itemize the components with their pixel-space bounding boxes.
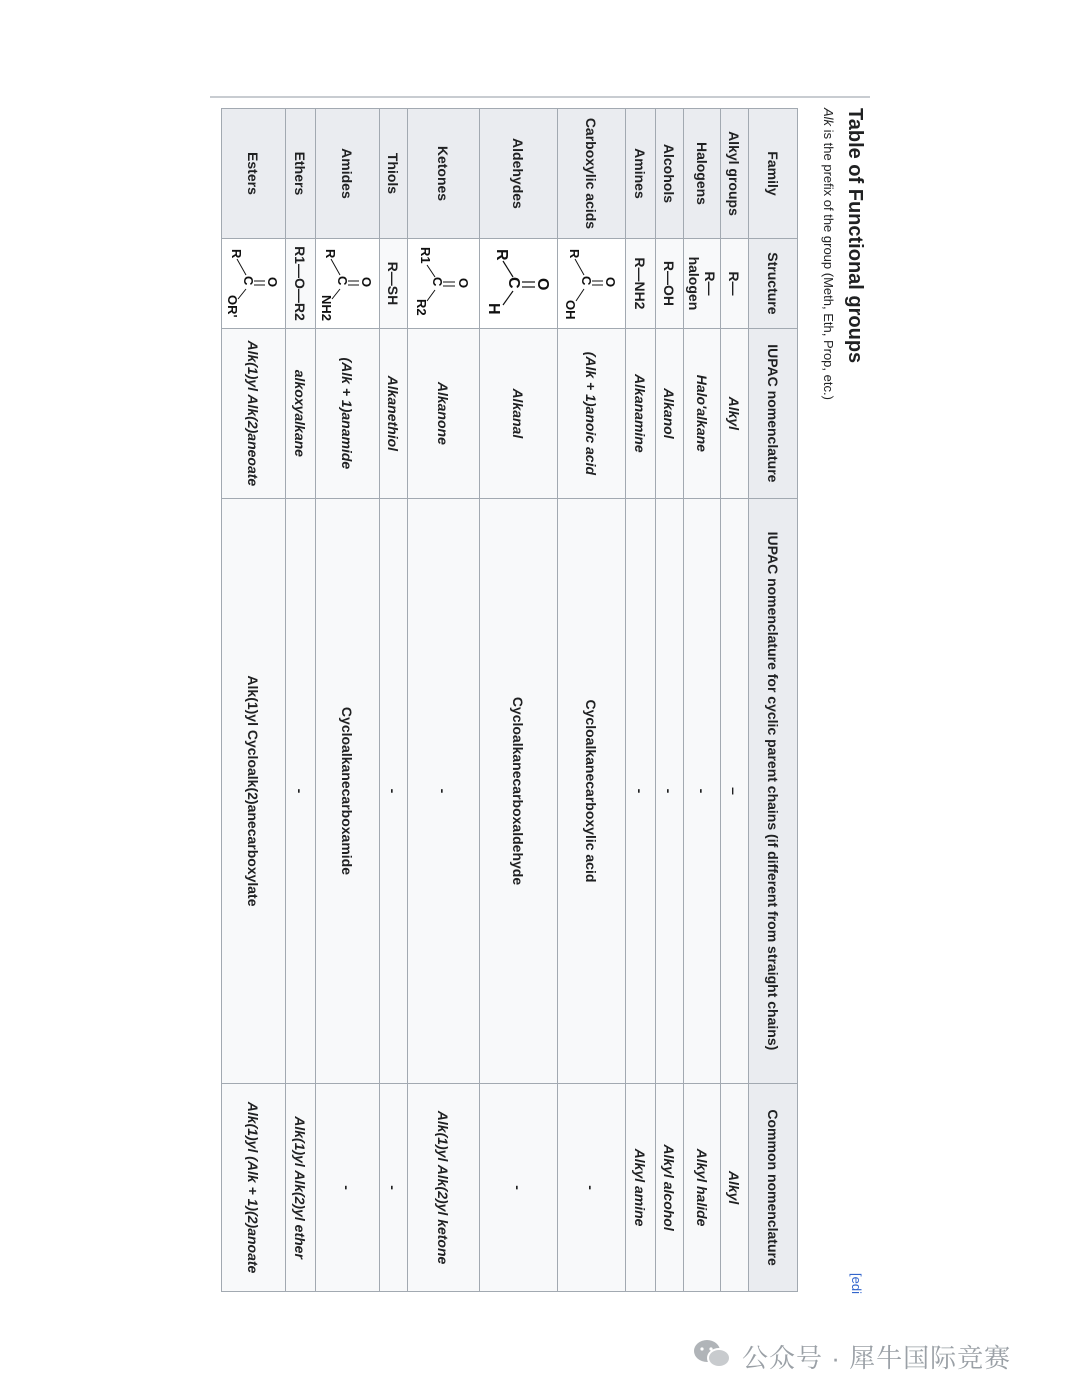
iupac-cell: Alkanamine bbox=[626, 328, 656, 498]
svg-text:O: O bbox=[456, 278, 472, 289]
cyclic-cell: Cycloalkanecarboxamide bbox=[316, 498, 380, 1083]
structure-cell: R—NH2 bbox=[626, 238, 656, 328]
iupac-cell: Alk(1)yl Alk(2)aneoate bbox=[222, 328, 286, 498]
table-row bbox=[286, 109, 316, 1292]
ketone-structure-image bbox=[412, 245, 476, 321]
cyclic-cell: - bbox=[408, 498, 480, 1083]
edit-link[interactable]: [edi bbox=[849, 1273, 864, 1294]
table-row bbox=[222, 109, 286, 1292]
iupac-cell: alkoxyalkane bbox=[286, 328, 316, 498]
family-cell: Alkyl groups bbox=[721, 109, 749, 239]
ester-structure-image bbox=[225, 245, 283, 321]
cyclic-cell: Alk(1)yl Cycloalk(2)anecarboxylate bbox=[222, 498, 286, 1083]
table-row bbox=[408, 109, 480, 1292]
cyclic-cell: - bbox=[656, 498, 684, 1083]
cyclic-cell: Cycloalkanecarboxylic acid bbox=[558, 498, 626, 1083]
structure-cell bbox=[558, 238, 626, 328]
cyclic-cell: – bbox=[721, 498, 749, 1083]
cyclic-cell: Cycloalkanecarboxaldehyde bbox=[480, 498, 558, 1083]
table-row bbox=[380, 109, 408, 1292]
functional-groups-table bbox=[221, 108, 798, 1292]
iupac-cell: (Alk + 1)anamide bbox=[316, 328, 380, 498]
svg-text:O: O bbox=[603, 277, 619, 288]
table-row bbox=[721, 109, 749, 1292]
structure-cell: R1—O—R2 bbox=[286, 238, 316, 328]
family-cell: Carboxylic acids bbox=[558, 109, 626, 239]
family-cell: Aldehydes bbox=[480, 109, 558, 239]
svg-text:C: C bbox=[505, 277, 523, 289]
family-cell: Amides bbox=[316, 109, 380, 239]
svg-text:OR': OR' bbox=[225, 295, 241, 318]
watermark-text: 公众号 · 犀牛国际竞赛 bbox=[742, 1343, 1012, 1373]
cyclic-cell: - bbox=[380, 498, 408, 1083]
common-cell: Alkyl amine bbox=[626, 1084, 656, 1292]
family-cell: Ketones bbox=[408, 109, 480, 239]
common-cell: Alk(1)yl Alk(2)yl ether bbox=[286, 1084, 316, 1292]
iupac-cell: Alkanol bbox=[656, 328, 684, 498]
header-iupac: IUPAC nomenclature bbox=[749, 328, 798, 498]
svg-text:O: O bbox=[359, 277, 375, 288]
family-cell: Esters bbox=[222, 109, 286, 239]
prefix-note: Alk is the prefix of the group (Meth, Eth, Prop, etc.) bbox=[821, 108, 836, 400]
common-cell: - bbox=[480, 1084, 558, 1292]
common-cell: - bbox=[380, 1084, 408, 1292]
table-row bbox=[656, 109, 684, 1292]
common-cell: Alk(1)yl (Alk + 1)(2)anoate bbox=[222, 1084, 286, 1292]
iupac-cell: Alkyl bbox=[721, 328, 749, 498]
header-cyclic: IUPAC nomenclature for cyclic parent chains (if different from straight chains) bbox=[749, 498, 798, 1083]
iupac-cell: Alkanal bbox=[480, 328, 558, 498]
svg-text:NH2: NH2 bbox=[319, 295, 335, 322]
structure-cell bbox=[316, 238, 380, 328]
structure-cell: R—OH bbox=[656, 238, 684, 328]
svg-text:C: C bbox=[579, 276, 595, 286]
family-cell: Ethers bbox=[286, 109, 316, 239]
table-row bbox=[480, 109, 558, 1292]
svg-text:C: C bbox=[430, 277, 446, 287]
amide-structure-image bbox=[319, 245, 377, 321]
svg-text:R: R bbox=[567, 249, 583, 259]
cyclic-cell: - bbox=[626, 498, 656, 1083]
structure-cell bbox=[480, 238, 558, 328]
svg-text:OH: OH bbox=[563, 300, 579, 320]
table-row bbox=[684, 109, 721, 1292]
iupac-cell: Alkanone bbox=[408, 328, 480, 498]
top-rule bbox=[210, 96, 870, 98]
carboxylic-acid-structure-image bbox=[563, 245, 621, 321]
svg-text:R2: R2 bbox=[414, 299, 430, 317]
table-row bbox=[558, 109, 626, 1292]
structure-cell: R—SH bbox=[380, 238, 408, 328]
family-cell: Halogens bbox=[684, 109, 721, 239]
table-row bbox=[316, 109, 380, 1292]
table-row bbox=[626, 109, 656, 1292]
header-structure: Structure bbox=[749, 238, 798, 328]
header-common: Common nomenclature bbox=[749, 1084, 798, 1292]
iupac-cell: Halo'alkane bbox=[684, 328, 721, 498]
common-cell: - bbox=[316, 1084, 380, 1292]
svg-text:R: R bbox=[493, 249, 511, 261]
common-cell: Alkyl halide bbox=[684, 1084, 721, 1292]
svg-text:R: R bbox=[323, 249, 339, 259]
svg-text:C: C bbox=[241, 276, 257, 286]
page-title: Table of Functional groups bbox=[844, 108, 866, 364]
iupac-cell: (Alk + 1)anoic acid bbox=[558, 328, 626, 498]
common-cell: Alkyl alcohol bbox=[656, 1084, 684, 1292]
structure-cell bbox=[408, 238, 480, 328]
structure-cell bbox=[222, 238, 286, 328]
cyclic-cell: - bbox=[684, 498, 721, 1083]
svg-text:H: H bbox=[485, 303, 503, 315]
common-cell: Alk(1)yl Alk(2)yl ketone bbox=[408, 1084, 480, 1292]
family-cell: Amines bbox=[626, 109, 656, 239]
common-cell: - bbox=[558, 1084, 626, 1292]
family-cell: Alcohols bbox=[656, 109, 684, 239]
common-cell: Alkyl bbox=[721, 1084, 749, 1292]
header-row bbox=[749, 109, 798, 1292]
svg-text:O: O bbox=[534, 278, 552, 291]
iupac-cell: Alkanethiol bbox=[380, 328, 408, 498]
structure-cell: R— bbox=[721, 238, 749, 328]
rotated-page bbox=[208, 108, 868, 1308]
svg-text:O: O bbox=[265, 277, 281, 288]
aldehyde-structure-image bbox=[484, 245, 554, 321]
wechat-icon bbox=[692, 1337, 732, 1371]
family-cell: Thiols bbox=[380, 109, 408, 239]
svg-text:R: R bbox=[229, 249, 245, 259]
header-family: Family bbox=[749, 109, 798, 239]
svg-text:R1: R1 bbox=[418, 247, 434, 265]
cyclic-cell: - bbox=[286, 498, 316, 1083]
structure-cell: R—halogen bbox=[684, 238, 721, 328]
svg-text:C: C bbox=[335, 276, 351, 286]
